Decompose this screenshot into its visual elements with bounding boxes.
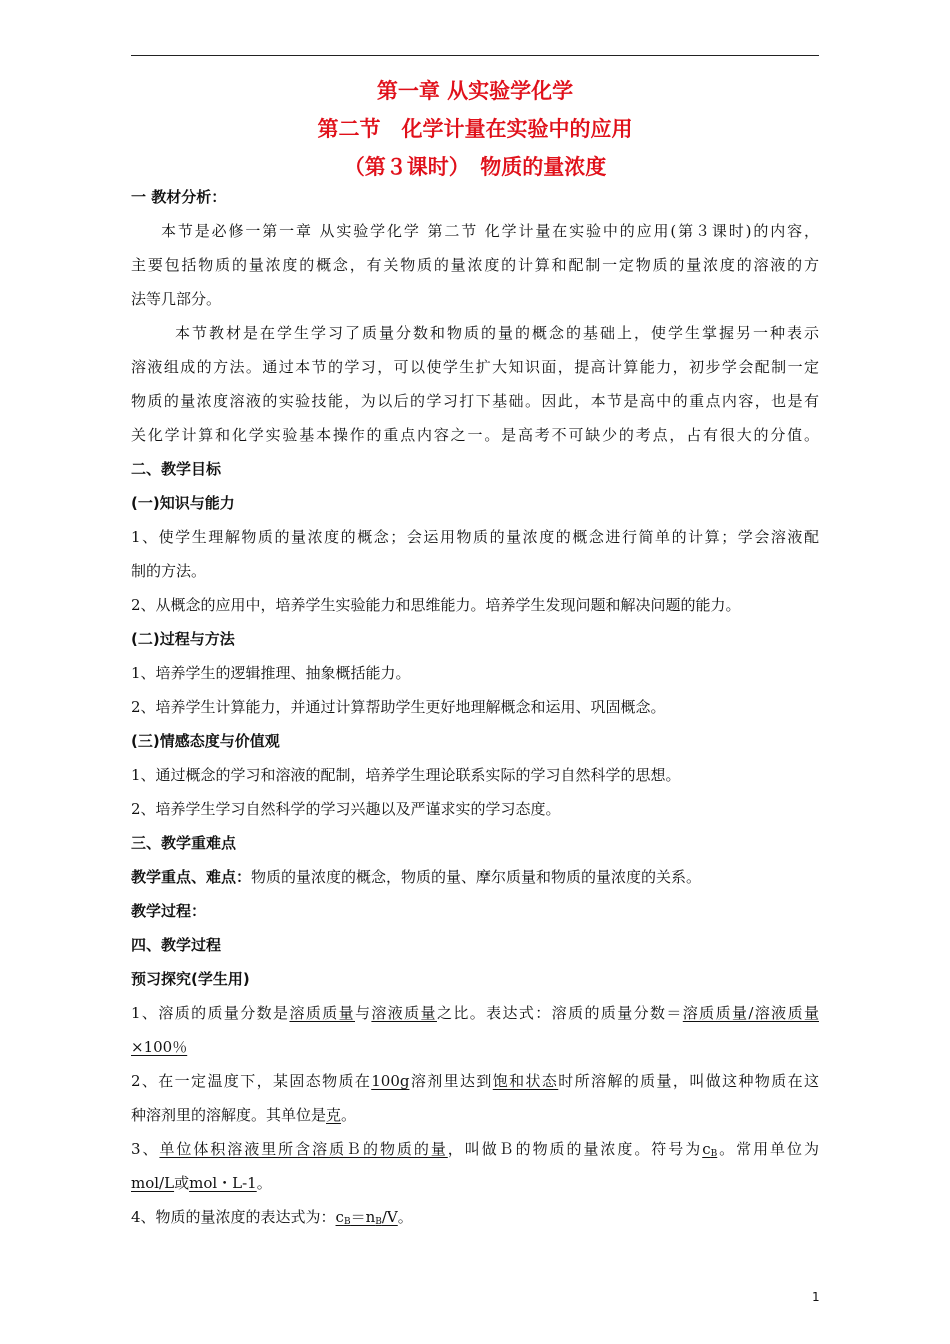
symbol-n: ＝n [350, 1208, 376, 1226]
subheading-preview: 预习探究(学生用) [131, 970, 250, 988]
key-points-line [131, 860, 819, 894]
list-item: 2、从概念的应用中，培养学生实验能力和思维能力。培养学生发现问题和解决问题的能力。 [131, 596, 741, 614]
question-3 [131, 1132, 819, 1166]
q3-text: 3、 [131, 1140, 160, 1158]
heading-key-points: 三、教学重难点 [131, 834, 237, 852]
title-block [131, 72, 819, 186]
q4-formula [336, 1208, 398, 1226]
q2-text: 种溶剂里的溶解度。其单位是 [131, 1106, 327, 1124]
subscript-b: B [710, 1149, 718, 1159]
question-1-continuation [131, 1030, 819, 1064]
q3-answer-4: mol・L-1 [189, 1174, 257, 1192]
question-2-continuation [131, 1098, 819, 1132]
list-item: 2、培养学生计算能力，并通过计算帮助学生更好地理解概念和运用、巩固概念。 [131, 698, 666, 716]
subscript-b: B [343, 1217, 351, 1227]
q2-answer-3: 克 [326, 1106, 342, 1124]
q1-answer-4: ×100％ [131, 1038, 188, 1056]
q4-text: 。 [397, 1208, 413, 1226]
q1-answer-3: 溶质质量/溶液质量 [682, 1004, 819, 1022]
q3-answer-1: 单位体积溶液里所含溶质Ｂ的物质的量 [159, 1140, 448, 1158]
paragraph-line: 溶液组成的方法。通过本节的学习，可以使学生扩大知识面，提高计算能力，初步学会配制一定 [131, 358, 819, 376]
symbol-c: c [702, 1140, 711, 1158]
paragraph-line: 本节是必修一第一章 从实验学化学 第二节 化学计量在实验中的应用(第３课时)的内容， [161, 222, 819, 240]
paragraph-line: 关化学计算和化学实验基本操作的重点内容之一。是高考不可缺少的考点，占有很大的分值。 [131, 426, 819, 444]
q2-text: 。 [341, 1106, 357, 1124]
heading-objectives: 二、教学目标 [131, 460, 222, 478]
lesson-title: （第３课时） 物质的量浓度 [343, 155, 607, 179]
q3-answer-2 [702, 1140, 717, 1158]
question-1 [131, 996, 819, 1030]
paragraph-line: 主要包括物质的量浓度的概念，有关物质的量浓度的计算和配制一定物质的量浓度的溶液的方 [131, 256, 819, 274]
paragraph-line: 法等几部分。 [131, 290, 222, 308]
subheading-attitude: (三)情感态度与价值观 [131, 732, 280, 750]
heading-analysis: 一 教材分析： [131, 188, 227, 206]
header-rule [131, 55, 819, 56]
q2-text: 2、在一定温度下，某固态物质在 [131, 1072, 372, 1090]
q3-text: ，叫做Ｂ的物质的量浓度。符号为 [447, 1140, 703, 1158]
q2-text: 溶剂里达到 [409, 1072, 493, 1090]
q3-answer-3: mol/L [131, 1174, 175, 1192]
page-number: 1 [812, 1290, 820, 1304]
q3-text: 或 [174, 1174, 190, 1192]
question-2 [131, 1064, 819, 1098]
subheading-process: (二)过程与方法 [131, 630, 235, 648]
process-label: 教学过程： [131, 902, 207, 920]
chapter-title: 第一章 从实验学化学 [376, 79, 574, 103]
list-item-continuation: 制的方法。 [131, 562, 207, 580]
list-item: 2、培养学生学习自然科学的学习兴趣以及严谨求实的学习态度。 [131, 800, 561, 818]
key-points-text: 物质的量浓度的概念，物质的量、摩尔质量和物质的量浓度的关系。 [251, 868, 702, 886]
q2-text: 时所溶解的质量，叫做这种物质在这 [558, 1072, 819, 1090]
q2-answer-1: 100g [371, 1072, 410, 1090]
list-item: 1、使学生理解物质的量浓度的概念；会运用物质的量浓度的概念进行简单的计算；学会溶液配 [131, 528, 819, 546]
list-item: 1、通过概念的学习和溶液的配制，培养学生理论联系实际的学习自然科学的思想。 [131, 766, 681, 784]
section-title: 第二节 化学计量在实验中的应用 [317, 117, 633, 141]
q1-answer-1: 溶质质量 [289, 1004, 355, 1022]
subscript-b: B [375, 1217, 382, 1227]
q3-text: 。 [256, 1174, 272, 1192]
q2-answer-2: 饱和状态 [492, 1072, 559, 1090]
q1-text: 与 [355, 1004, 372, 1022]
q1-answer-2: 溶液质量 [371, 1004, 437, 1022]
symbol-c: c [335, 1208, 344, 1226]
q4-text: 4、物质的量浓度的表达式为： [131, 1208, 336, 1226]
paragraph-line: 本节教材是在学生学习了质量分数和物质的量的概念的基础上，使学生掌握另一种表示 [175, 324, 819, 342]
q1-text: 1、溶质的质量分数是 [131, 1004, 290, 1022]
question-4 [131, 1200, 819, 1234]
heading-teaching-process: 四、教学过程 [131, 936, 222, 954]
q1-text: 之比。表达式：溶质的质量分数＝ [436, 1004, 683, 1022]
q3-text: 。常用单位为 [717, 1140, 819, 1158]
symbol-v: /V [381, 1208, 398, 1226]
paragraph-line: 物质的量浓度溶液的实验技能，为以后的学习打下基础。因此，本节是高中的重点内容，也是有 [131, 392, 819, 410]
subheading-knowledge: (一)知识与能力 [131, 494, 235, 512]
document-body [131, 180, 819, 1234]
key-points-label: 教学重点、难点： [131, 868, 252, 886]
list-item: 1、培养学生的逻辑推理、抽象概括能力。 [131, 664, 411, 682]
question-3-continuation [131, 1166, 819, 1200]
